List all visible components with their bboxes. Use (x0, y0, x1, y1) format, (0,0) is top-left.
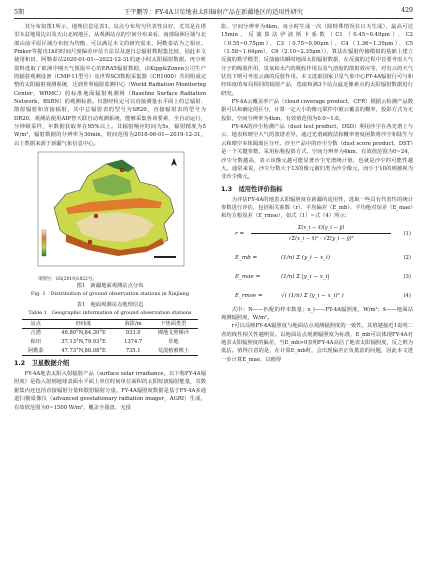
left-column (14, 23, 206, 412)
table-cell: 735.1 (118, 347, 149, 356)
equation-numerator: Σ(x_i − x̄)(y_i − ȳ) (297, 224, 345, 231)
table-header: 海拔/m (118, 319, 149, 329)
table-cell: 和田 (30, 339, 41, 346)
equation-lhs: E_mae = (235, 273, 261, 280)
equation-1 (221, 221, 413, 249)
equation-rhs: (1/n) Σ (y_i − x_i) (281, 254, 331, 261)
table-cell: 47.73°N,88.08°E (49, 347, 117, 356)
section-heading: 1.2 卫星数据介绍 (14, 360, 70, 368)
elevation-legend-bar (42, 230, 46, 256)
figure-caption-en: Fig. 1 Distribution of ground observation stations in Xinjiang (30, 290, 190, 297)
body-paragraph: FY-4A地表太阳入射辐射产品（surface solar irradiance，以下称FY-4A辐照度）是指入射到地球表面水平面上单位时间单位面积的太阳短波辐射能量，其数据集内还包括直接辐射分量和散射辐射分量。FY-4A辐照度数据是基于FY-4A多通道扫描成像仪（advanced geostationary radiation imager，AGRI）生成，有效值范围为0~1500 W/m²，覆盖全圆盘，无投 (14, 371, 206, 411)
page-header (14, 6, 413, 18)
xinjiang-map (36, 150, 186, 268)
table-cell: 阿勒泰 (22, 347, 49, 356)
table-header-row (22, 319, 198, 329)
table-row (22, 329, 198, 338)
table-header: 经纬度 (49, 319, 117, 329)
scale-bar (154, 256, 176, 258)
table-cell: 40.80°N,84.30°E (61, 330, 106, 337)
right-column (221, 23, 413, 364)
table-caption-en: Table 1 Geographic information of ground observation stations (28, 309, 192, 316)
station-marker-altay (120, 168, 124, 172)
table-row (22, 338, 198, 347)
station-marker-hotan (88, 240, 92, 244)
figure-caption-cn: 图1 新疆地面观测站点分布 (76, 283, 144, 290)
map-review-note: 审图号：GS(2019)1822号。 (38, 277, 97, 283)
table-header: 站点 (22, 319, 49, 329)
table-cell: 1374.7 (124, 339, 143, 346)
equation-2 (221, 249, 413, 268)
equation-rhs: (1/n) Σ |y_i − x_i| (281, 273, 330, 280)
body-paragraph: r可以反映FY-4A辐照度与地面站点观测辐照度的一致性，其值越接近1说明二者的线性相关性越明显。以地面站点观测辐照度为标准，E_mb可以体现FY-4A对地表太阳辐照度的偏差，当E_mb>0表明FY-4A高估了地表太阳辐照度，反之则为低估。值得注意的是，在计算E_mb时，会出现偏差正负抵消的问题，因此本文进一步计算E_mae，以便得 (221, 323, 413, 363)
section-heading: 1.3 适用性评价指标 (221, 185, 283, 193)
station-table (22, 319, 198, 356)
table-cell: 裸地戈壁裸沙 (157, 330, 189, 337)
equation-lhs: E_mb = (235, 254, 258, 261)
page-number: 429 (401, 7, 413, 14)
equation-denominator: √Σ(x_i − x̄)² · √Σ(y_i − ȳ)² (288, 235, 354, 242)
table-row (22, 347, 198, 356)
equation-3 (221, 268, 413, 287)
header-rule (14, 18, 413, 19)
issue-number: 5期 (14, 9, 25, 16)
table-header: 下垫面类型 (149, 319, 198, 329)
equation-number: (2) (403, 254, 411, 261)
equation-4 (221, 287, 413, 306)
station-marker-jiqian (94, 214, 98, 218)
body-paragraph: 其分布如图1所示，地理信息见表1。站点分布均匀代表性良好，尤其是在塔里木盆地周边以及天山北坡地区，从观测站点的空间分布来看，南部绿洲区域与北部山前平原区域分布较为均衡，可以满足本文的研究需求，阿勒泰站为之相应。Pinker等提出1h的时间尺度偏差评估方法以及逐日总辐射数据集比较，因此本文使用和田、阿勒泰站2020-01-01—2022-12-31的逐小时太阳辐射数据。再分析资料选取了欧洲中期天气预报中心的ERA5辐射数据，由Kipp&Zonen公司生产的辐射观测设备（CMP-11型号）及世界SCI数据采集器（CR1000）共同组成完整的太阳辐射观测系统，达到世界辐射监测中心（World Radiation Monitoring Center，WRMC）的标准地面辐射观测网（Baseline Surface Radiation Network，BSRN）的观测标准。仪器经检定可以直接测量水平面上的总辐射、散射辐射和直接辐射，其中总辐射表的型号为SR20，直接辐射表的型号为DR20。观测站使用AIP智天联自动观测系统，能够采集各项要素，全自动运行，分钟级采样，年数据获取率在95%以上。其辐射响应时间为5s，辐射精度为5 W/m²，辐射数据的分辨率为30min，时间范围为2018-06-01—2019-12-31，以上数据来源于新疆气象信息中心。 (14, 24, 206, 147)
body-paragraph: 式中：N——匹配的样本数量；x_i——FY-4A辐照度，W/m²；x̄——地面站观测辐照度，W/m²。 (221, 306, 413, 321)
table-cell: 吉潜 (30, 330, 41, 337)
equation-number: (3) (403, 273, 411, 280)
equation-number: (4) (403, 292, 411, 299)
table-cell: 草地 (168, 339, 179, 346)
body-paragraph: FY-4A云覆盖率产品（cloud coverage product，CFR）根据云检测产品数据可以和确定的区分，计算一定大小的像元联件中被云覆盖的概率，投影方式为无投影，空间分辨率为4km，有效值范围为0.0~1.0。 (221, 99, 413, 122)
table-cell: 37.13°N,79.93°E (61, 339, 106, 346)
body-paragraph: 影，空间分辨率为4km，每小时生成一次（除特殊情况在白天生成），最高可达15min，反演算法伊波斯卡系数（C1（0.45~0.49μm）、C2（0.55~0.75μm）、C3（0.75~0.90μm）、C4（1.36~1.39μm）、C5（1.58~1.64μm）、C6（2.10~2.35μm）），算法在辐射传输模拟的基础上建立反演的数学模型，反演输出瞬时地面太阳辐射数据，在反演的过程中首要考虑大气分子的吸收作用，臭氧和水汽的吸收作用以及气溶胶的散射效应等，对有云的天气状况下则可考虑云滴的反射作用。本文选取国家卫星气象中心FY-4A辐射行可与和经纬度的布局相同的辐射产品，选取和满3个站点最近像素点的太阳辐射数据进行研究。 (221, 24, 413, 97)
equation-rhs: √( (1/n) Σ (y_i − x_i)² ) (281, 292, 344, 299)
fraction-bar (251, 233, 391, 234)
body-paragraph: FY-4A的沙尘检测产品（dust test product，DSD）利用沙尘在各光谱上与云、地表和晴空大气的波谱差异，通过光谱阈值法和概率密度函数将沙尘和陆生与云和晴空本体隔离区分开。沙尘产品中的沙尘分数（dust score product，DST）是一个关键参数，采用标称投影方式，空间分辨率为4km，有效值范围为0~24，沙尘分数越高，表示该像元越可能显著沙尘光谱统计值，也就是沙尘的可能性越大。通常来说，沙尘分数大于13的像元被归类为沙尘像元，而小于10的则被视为非沙尘像元。 (221, 124, 413, 181)
equation-lhs: r = (235, 230, 245, 237)
equation-number: (1) (403, 230, 411, 237)
equation-lhs: E_rmse = (235, 292, 263, 299)
table-cell: 933.0 (125, 330, 141, 337)
running-title: 王宇鹏等：FY-4A卫星地表太阳辐射产品在新疆地区的适用性研究 (123, 9, 304, 16)
table-cell: 荒漠植被裸土 (149, 347, 198, 356)
equation-fraction (251, 224, 391, 244)
body-paragraph: 为评估FY-4A的地表太阳辐照度在新疆的适用性，选取一些具有代表性的统计参数进行评估，包括相关系数（r）、平均偏差（E_mb）、平均绝对误差（E_mae）和均方根误差（E_rmse），如式（1）~式（4）所示： (221, 196, 413, 220)
table-caption-cn: 表1 地面观测站点地理信息 (76, 301, 144, 308)
figure-station-map (14, 150, 206, 277)
